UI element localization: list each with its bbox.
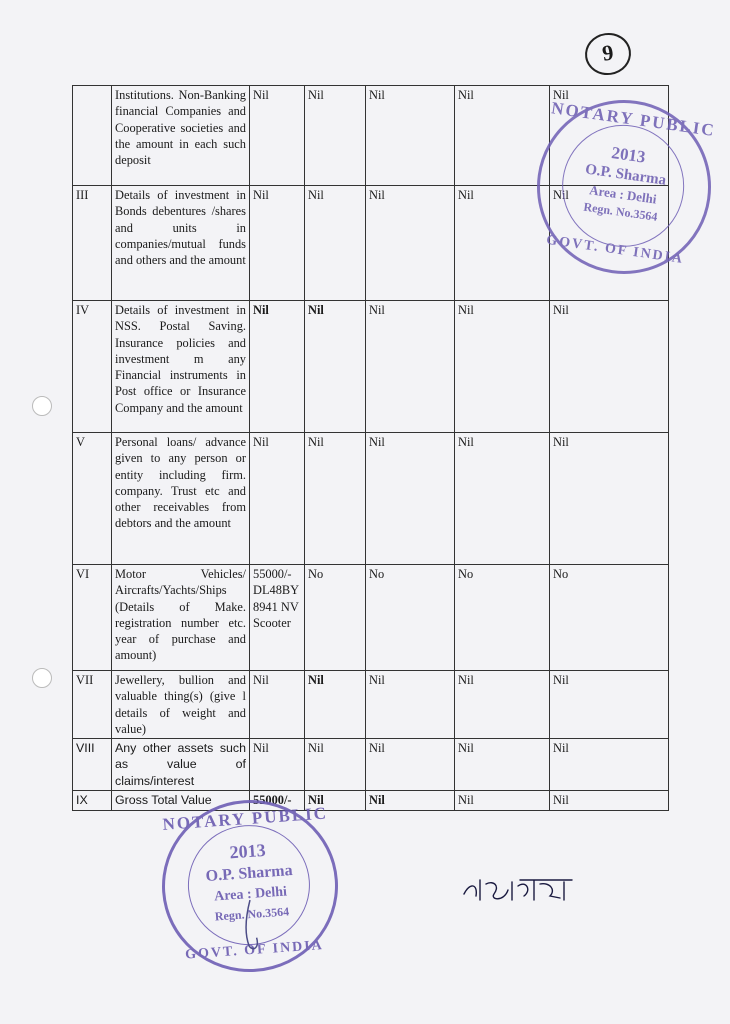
value-cell: Nil — [250, 301, 305, 433]
value-cell: Nil — [250, 671, 305, 739]
value-cell: Nil — [250, 86, 305, 186]
stamp-area: Area : Delhi — [588, 182, 658, 207]
value-cell: Nil — [455, 186, 550, 301]
stamp-bottom-text: GOVT. OF INDIA — [545, 232, 685, 267]
table-row — [73, 565, 669, 671]
table-row — [73, 671, 669, 739]
value-cell: Nil — [455, 791, 550, 811]
value-cell: Nil — [305, 433, 366, 565]
value-cell: Nil — [366, 433, 455, 565]
value-cell: No — [455, 565, 550, 671]
value-cell: Nil — [305, 671, 366, 739]
value-cell: Nil — [250, 433, 305, 565]
value-cell: No — [550, 565, 669, 671]
row-description: Gross Total Value — [112, 791, 250, 811]
table-row — [73, 433, 669, 565]
value-cell: Nil — [455, 433, 550, 565]
row-number: IX — [73, 791, 112, 811]
value-cell: Nil — [455, 671, 550, 739]
value-cell: Nil — [250, 739, 305, 791]
row-number: V — [73, 433, 112, 565]
value-cell: No — [305, 565, 366, 671]
value-cell: 55000/- DL48BY 8941 NV Scooter — [250, 565, 305, 671]
stamp-name: O.P. Sharma — [584, 161, 668, 189]
value-cell: Nil — [366, 86, 455, 186]
value-cell: Nil — [305, 791, 366, 811]
value-cell: Nil — [455, 86, 550, 186]
row-number: IV — [73, 301, 112, 433]
stamp-bottom-text: GOVT. OF INDIA — [184, 938, 325, 963]
value-cell: Nil — [305, 301, 366, 433]
row-description: Any other assets such as value of claims/interest — [112, 739, 250, 791]
handwritten-signature — [460, 872, 580, 908]
value-cell: Nil — [550, 433, 669, 565]
table-row — [73, 791, 669, 811]
table-row — [73, 739, 669, 791]
row-number — [73, 86, 112, 186]
value-cell: Nil — [305, 739, 366, 791]
row-number: VI — [73, 565, 112, 671]
stamp-area: Area : Delhi — [213, 884, 288, 905]
value-cell: Nil — [550, 791, 669, 811]
row-description: Institutions. Non-Banking financial Companies and Cooperative societies and the amount in each such deposit — [112, 86, 250, 186]
stamp-regn: Regn. No.3564 — [214, 904, 290, 924]
value-cell: Nil — [550, 739, 669, 791]
row-description: Motor Vehicles/ Aircrafts/Yachts/Ships (Details of Make. registration number etc. year of purchase and amount) — [112, 565, 250, 671]
row-description: Details of investment in Bonds debentures /shares and units in companies/mutual funds and others and the amount — [112, 186, 250, 301]
table-row — [73, 301, 669, 433]
value-cell: Nil — [366, 301, 455, 433]
stamp-signature-scribble-icon — [234, 897, 268, 954]
row-number: VIII — [73, 739, 112, 791]
value-cell: Nil — [305, 186, 366, 301]
page-number: 9 — [582, 30, 633, 78]
row-number: VII — [73, 671, 112, 739]
value-cell: Nil — [366, 671, 455, 739]
stamp-name: O.P. Sharma — [205, 862, 294, 886]
stamp-top-text: NOTARY PUBLIC — [161, 803, 329, 834]
stamp-year: 2013 — [610, 143, 647, 167]
value-cell: 55000/- — [250, 791, 305, 811]
value-cell: Nil — [550, 86, 669, 186]
row-description: Personal loans/ advance given to any person or entity including firm. company. Trust etc and other receivables from debtors and the amount — [112, 433, 250, 565]
value-cell: Nil — [366, 791, 455, 811]
value-cell: Nil — [250, 186, 305, 301]
punch-hole — [32, 396, 52, 416]
value-cell: Nil — [366, 739, 455, 791]
value-cell: Nil — [550, 186, 669, 301]
value-cell: Nil — [455, 301, 550, 433]
stamp-year: 2013 — [228, 839, 267, 863]
stamp-regn: Regn. No.3564 — [582, 199, 659, 224]
value-cell: No — [366, 565, 455, 671]
stamp-top-text: NOTARY PUBLIC — [550, 98, 717, 141]
value-cell: Nil — [305, 86, 366, 186]
row-description: Jewellery, bullion and valuable thing(s) (give l details of weight and value) — [112, 671, 250, 739]
notary-stamp — [156, 794, 344, 978]
punch-hole — [32, 668, 52, 688]
value-cell: Nil — [366, 186, 455, 301]
value-cell: Nil — [455, 739, 550, 791]
row-description: Details of investment in NSS. Postal Saving. Insurance policies and investment m any Financial instruments in Post office or Insurance Company and the amount — [112, 301, 250, 433]
row-number: III — [73, 186, 112, 301]
value-cell: Nil — [550, 301, 669, 433]
value-cell: Nil — [550, 671, 669, 739]
